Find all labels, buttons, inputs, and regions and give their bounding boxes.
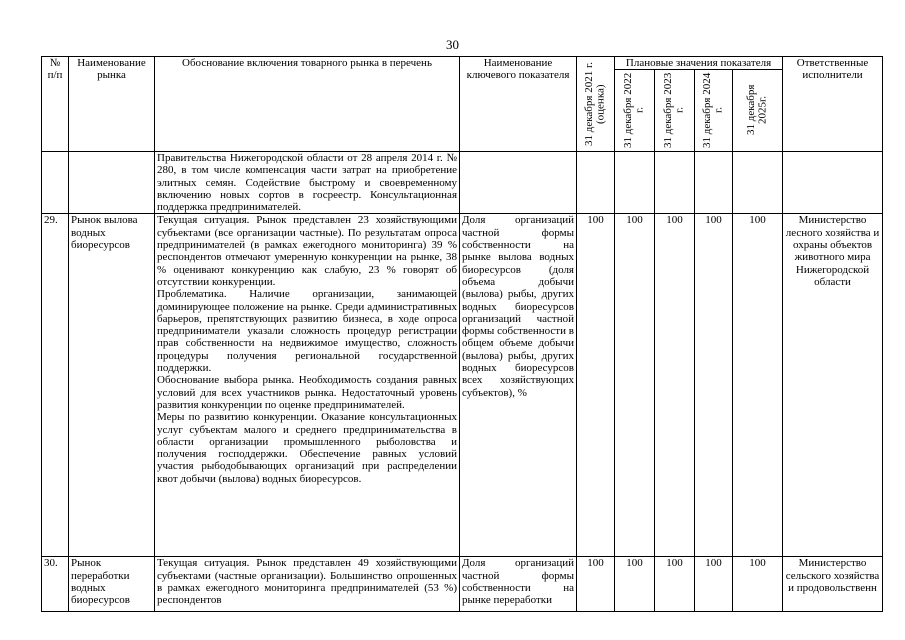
row-value-2025 <box>733 152 783 214</box>
header-planned-group: Плановые значения показателя <box>615 57 783 70</box>
table-header <box>42 57 883 152</box>
row-responsible: Министерство лесного хозяйства и охраны объектов животного мира Нижегородской области <box>783 214 883 557</box>
header-2025-label: 31 декабря 2025г. <box>745 84 769 136</box>
row-num: 30. <box>42 557 69 612</box>
row-num <box>42 152 69 214</box>
row-value-2023: 100 <box>655 214 695 557</box>
justification-paragraph: Проблематика. Наличие организации, занимающей доминирующее положение на рынке. Среди административных барьеров, препятствующих развитию бизнеса, в ходе опроса предприниматели указали сложность процедур регистрации прав собственности на недвижимое имущество, сложность процедуры получения региональной государственной поддержки. <box>157 288 457 375</box>
justification-paragraph: Меры по развитию конкуренции. Оказание консультационных услуг субъектам малого и среднего предпринимательства в области организации промышленного рыболовства и получения господдержки. Обеспечение равных условий участия рыбодобывающих организаций при распределении квот добычи (вылова) водных биоресурсов. <box>157 411 457 485</box>
table-row <box>42 214 883 557</box>
row-indicator <box>460 152 577 214</box>
row-indicator: Доля организаций частной формы собственности на рынке переработки <box>460 557 577 612</box>
header-2021-label: 31 декабря 2021 г. (оценка) <box>583 62 607 146</box>
row-num: 29. <box>42 214 69 557</box>
row-value-2022: 100 <box>615 557 655 612</box>
header-2024-label: 31 декабря 2024 г. <box>701 72 725 148</box>
header-2023 <box>655 70 695 152</box>
row-justification <box>155 214 460 557</box>
row-value-2022: 100 <box>615 214 655 557</box>
header-num: № п/п <box>42 57 69 152</box>
row-value-2025: 100 <box>733 214 783 557</box>
row-responsible <box>783 152 883 214</box>
row-value-2023 <box>655 152 695 214</box>
row-market: Рынок переработки водных биоресурсов <box>69 557 155 612</box>
header-market: Наименование рынка <box>69 57 155 152</box>
row-justification <box>155 152 460 214</box>
header-responsible: Ответственные исполнители <box>783 57 883 152</box>
justification-paragraph: Текущая ситуация. Рынок представлен 49 хозяйствующими субъектами (частные организации). Большинство опрошенных в рамках ежегодного мониторинга предпринимателей (53 %) респондентов <box>157 557 457 607</box>
row-indicator: Доля организаций частной формы собственности на рынке вылова водных биоресурсов (доля объема добычи (вылова) рыбы, других водных биоресурсов организаций частной формы собственности в общем объеме добычи (вылова) рыбы, других водных биоресурсов всех хозяйствующих субъектов), % <box>460 214 577 557</box>
header-2021 <box>577 57 615 152</box>
header-2022-label: 31 декабря 2022 г. <box>622 72 646 148</box>
page-number: 30 <box>446 37 459 52</box>
row-value-2021: 100 <box>577 214 615 557</box>
header-indicator: Наименование ключевого показателя <box>460 57 577 152</box>
row-responsible: Министерство сельского хозяйства и продовольственн <box>783 557 883 612</box>
row-value-2021 <box>577 152 615 214</box>
header-2025 <box>733 70 783 152</box>
row-value-2023: 100 <box>655 557 695 612</box>
row-market: Рынок вылова водных биоресурсов <box>69 214 155 557</box>
row-value-2024 <box>695 152 733 214</box>
table-row <box>42 557 883 612</box>
row-value-2024: 100 <box>695 557 733 612</box>
row-market <box>69 152 155 214</box>
justification-paragraph: Текущая ситуация. Рынок представлен 23 хозяйствующими субъектами (все организации частные). По результатам опроса предпринимателей (в рамках ежегодного мониторинга) 39 % респондентов отмечают умеренную конкуренции на рынке, 38 % оценивают конкуренцию как слабую, 23 % говорят об отсутствии конкуренции. <box>157 214 457 288</box>
markets-table <box>41 56 883 612</box>
header-2022 <box>615 70 655 152</box>
row-value-2025: 100 <box>733 557 783 612</box>
justification-paragraph: Правительства Нижегородской области от 28 апреля 2014 г. № 280, в том числе компенсация части затрат на приобретение элитных семян. Содействие быстрому и своевременному включению новых сортов в госреестр. Консультационная поддержка предпринимателей. <box>157 152 457 214</box>
row-value-2024: 100 <box>695 214 733 557</box>
row-value-2021: 100 <box>577 557 615 612</box>
row-justification <box>155 557 460 612</box>
header-2024 <box>695 70 733 152</box>
table-row <box>42 152 883 214</box>
row-value-2022 <box>615 152 655 214</box>
header-2023-label: 31 декабря 2023 г. <box>662 72 686 148</box>
justification-paragraph: Обоснование выбора рынка. Необходимость создания равных условий для всех участников рынка. Недостаточный уровень развития конкуренции по оценке предпринимателей. <box>157 374 457 411</box>
header-justification: Обоснование включения товарного рынка в перечень <box>155 57 460 152</box>
